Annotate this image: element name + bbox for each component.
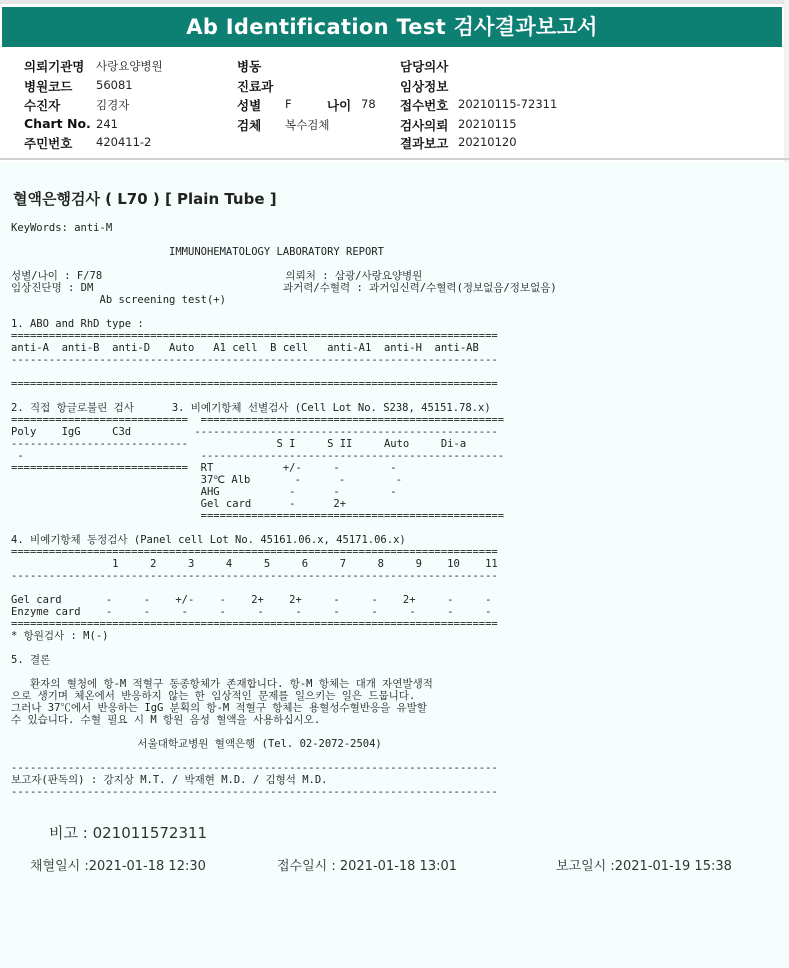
- report-line: [11, 666, 557, 678]
- id-value: 420411-2: [96, 135, 152, 149]
- hospital-label: 의뢰기관명: [24, 59, 85, 74]
- report-banner-title: Ab Identification Test 검사결과보고서: [2, 7, 782, 47]
- receipt-label: 접수번호: [400, 98, 449, 113]
- report-line: [11, 306, 557, 318]
- report-line: [11, 258, 557, 270]
- report-line: =============================================================================: [11, 330, 498, 342]
- report-line: ---------------------------- S I S II Auto Di-a: [11, 438, 467, 450]
- note-line: 비고 : 021011572311: [49, 824, 208, 842]
- report-line: KeyWords: anti-M: [11, 222, 113, 234]
- report-line: [11, 522, 557, 534]
- report-line: 으로 생기며 체온에서 반응하지 않는 한 임상적인 문제를 일으키는 일은 드뭅니다.: [11, 690, 416, 702]
- report-line: Enzyme card - - - - - - - - - - -: [11, 606, 492, 618]
- report-line: -----------------------------------------------------------------------------: [11, 786, 498, 798]
- code-label: 병원코드: [24, 79, 73, 94]
- specimen-label: 검체: [237, 118, 262, 133]
- ward-label: 병동: [237, 59, 262, 74]
- report-line: =============================================================================: [11, 378, 498, 390]
- report-line: 1 2 3 4 5 6 7 8 9 10 11: [11, 558, 498, 570]
- top-border: [0, 0, 789, 4]
- age-label: 나이: [327, 98, 352, 113]
- received-time: 접수일시 : 2021-01-18 13:01: [277, 859, 458, 874]
- chart-value: 241: [96, 117, 118, 131]
- chart-label: Chart No.: [24, 116, 91, 131]
- report-line: * 항원검사 : M(-): [11, 630, 109, 642]
- dept-label: 진료과: [237, 79, 274, 94]
- report-line: 환자의 혈청에 항-M 적혈구 동종항체가 존재합니다. 항-M 항체는 대개 자연발생적: [11, 678, 433, 690]
- report-line: 수 있습니다. 수혈 필요 시 M 항원 음성 혈액을 사용하십시오.: [11, 714, 321, 726]
- report-line: ================================================: [11, 510, 505, 522]
- report-line: ============================ RT +/- - -: [11, 462, 397, 474]
- report-line: Ab screening test(+): [11, 294, 226, 306]
- report-line: =============================================================================: [11, 546, 498, 558]
- header-divider: [0, 158, 789, 160]
- report-line: =============================================================================: [11, 618, 498, 630]
- doctor-label: 담당의사: [400, 59, 449, 74]
- report-line: Gel card - 2+: [11, 498, 347, 510]
- report-line: [11, 750, 557, 762]
- request-value: 20210115: [458, 117, 517, 131]
- report-line: -----------------------------------------------------------------------------: [11, 762, 498, 774]
- age-value: 78: [361, 97, 376, 111]
- report-line: 임상진단명 : DM 과거력/수혈력 : 과거임신력/수혈력(정보없음/정보없음): [11, 282, 557, 294]
- report-line: 그러나 37℃에서 반응하는 IgG 분획의 항-M 적혈구 항체는 용혈성수혈반응을 유발할: [11, 702, 427, 714]
- report-line: 37℃ Alb - - -: [11, 474, 403, 486]
- report-date-label: 결과보고: [400, 136, 449, 151]
- report-line: 성별/나이 : F/78 의뢰처 : 삼광/사랑요양병원: [11, 270, 423, 282]
- reported-time: 보고일시 :2021-01-19 15:38: [556, 859, 732, 874]
- report-line: 4. 비예기항체 동정검사 (Panel cell Lot No. 45161.06.x, 45171.06.x): [11, 534, 406, 546]
- report-line: [11, 642, 557, 654]
- id-label: 주민번호: [24, 136, 73, 151]
- patient-label: 수진자: [24, 98, 61, 113]
- report-line: Poly IgG C3d ------------------------------------------------: [11, 426, 498, 438]
- sex-value: F: [285, 97, 292, 111]
- request-label: 검사의뢰: [400, 118, 449, 133]
- collected-time: 채혈일시 :2021-01-18 12:30: [30, 859, 206, 874]
- report-line: AHG - - -: [11, 486, 397, 498]
- report-line: [11, 234, 557, 246]
- report-line: -----------------------------------------------------------------------------: [11, 354, 498, 366]
- report-line: [11, 366, 557, 378]
- code-value: 56081: [96, 78, 133, 92]
- specimen-value: 복수검체: [285, 118, 330, 132]
- report-line: [11, 582, 557, 594]
- report-line: 1. ABO and RhD type :: [11, 318, 144, 330]
- report-line: 5. 결론: [11, 654, 51, 666]
- report-line: Gel card - - +/- - 2+ 2+ - - 2+ - -: [11, 594, 492, 606]
- patient-value: 김경자: [96, 98, 130, 112]
- report-line: 2. 직접 항글로불린 검사 3. 비예기항체 선별검사 (Cell Lot No. S238, 45151.78.x): [11, 402, 491, 414]
- sex-label: 성별: [237, 98, 262, 113]
- lab-report-text: [11, 222, 557, 798]
- report-line: ============================ ================================================: [11, 414, 505, 426]
- report-date-value: 20210120: [458, 135, 517, 149]
- report-line: 서울대학교병원 혈액은행 (Tel. 02-2072-2504): [11, 738, 382, 750]
- receipt-value: 20210115-72311: [458, 97, 558, 111]
- clinical-label: 임상정보: [400, 79, 449, 94]
- hospital-value: 사랑요양병원: [96, 59, 163, 73]
- report-line: - ------------------------------------------------: [11, 450, 505, 462]
- report-line: [11, 726, 557, 738]
- report-line: anti-A anti-B anti-D Auto A1 cell B cell anti-A1 anti-H anti-AB: [11, 342, 479, 354]
- report-line: 보고자(판독의) : 강지상 M.T. / 박재현 M.D. / 김형석 M.D.: [11, 774, 328, 786]
- report-line: -----------------------------------------------------------------------------: [11, 570, 498, 582]
- report-line: [11, 390, 557, 402]
- document-title: 혈액은행검사 ( L70 ) [ Plain Tube ]: [13, 190, 277, 208]
- report-line: IMMUNOHEMATOLOGY LABORATORY REPORT: [11, 246, 384, 258]
